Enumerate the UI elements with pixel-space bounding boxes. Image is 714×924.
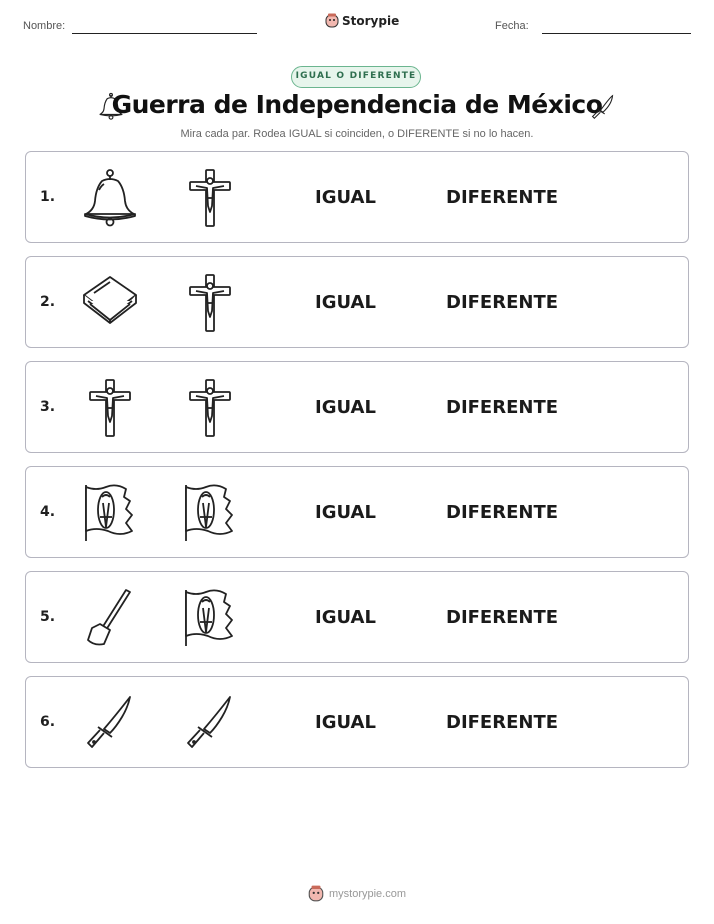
exercise-row-3 xyxy=(25,361,689,453)
exercise-row-2 xyxy=(25,256,689,348)
title-machete-icon xyxy=(590,92,616,127)
bell-icon xyxy=(80,168,140,228)
book-icon xyxy=(80,273,140,333)
date-label: Fecha: xyxy=(495,20,529,32)
row-number: 1. xyxy=(40,189,56,205)
shovel-icon xyxy=(80,588,140,648)
worksheet-title: Guerra de Independencia de México xyxy=(111,90,603,119)
option-igual[interactable]: IGUAL xyxy=(315,292,376,313)
option-igual[interactable]: IGUAL xyxy=(315,607,376,628)
option-igual[interactable]: IGUAL xyxy=(315,502,376,523)
name-label: Nombre: xyxy=(23,20,66,32)
crucifix-icon xyxy=(180,168,240,228)
exercise-row-4 xyxy=(25,466,689,558)
guadalupe-banner-icon xyxy=(80,483,140,543)
exercise-row-1 xyxy=(25,151,689,243)
worksheet-type-badge: IGUAL O DIFERENTE xyxy=(291,66,421,88)
machete-icon xyxy=(180,693,240,753)
option-diferente[interactable]: DIFERENTE xyxy=(446,502,559,523)
crucifix-icon xyxy=(180,273,240,333)
row-number: 3. xyxy=(40,399,56,415)
guadalupe-banner-icon xyxy=(180,588,240,648)
footer xyxy=(0,885,714,903)
name-line[interactable] xyxy=(72,33,257,34)
option-igual[interactable]: IGUAL xyxy=(315,712,376,733)
row-number: 4. xyxy=(40,504,56,520)
footer-site[interactable]: mystorypie.com xyxy=(328,888,407,900)
option-diferente[interactable]: DIFERENTE xyxy=(446,292,559,313)
storypie-logo xyxy=(325,13,399,29)
exercise-row-5 xyxy=(25,571,689,663)
storypie-mascot-icon xyxy=(325,13,339,29)
brand-name: Storypie xyxy=(342,14,400,28)
date-line[interactable] xyxy=(542,33,691,34)
exercise-row-6 xyxy=(25,676,689,768)
guadalupe-banner-icon xyxy=(180,483,240,543)
crucifix-icon xyxy=(80,378,140,438)
crucifix-icon xyxy=(180,378,240,438)
storypie-mascot-icon xyxy=(308,885,324,903)
option-diferente[interactable]: DIFERENTE xyxy=(446,607,559,628)
option-igual[interactable]: IGUAL xyxy=(315,187,376,208)
option-diferente[interactable]: DIFERENTE xyxy=(446,187,559,208)
row-number: 5. xyxy=(40,609,56,625)
row-number: 6. xyxy=(40,714,56,730)
machete-icon xyxy=(80,693,140,753)
option-diferente[interactable]: DIFERENTE xyxy=(446,397,559,418)
instructions: Mira cada par. Rodea IGUAL si coinciden, o DIFERENTE si no lo hacen. xyxy=(180,128,534,140)
row-number: 2. xyxy=(40,294,56,310)
option-igual[interactable]: IGUAL xyxy=(315,397,376,418)
option-diferente[interactable]: DIFERENTE xyxy=(446,712,559,733)
